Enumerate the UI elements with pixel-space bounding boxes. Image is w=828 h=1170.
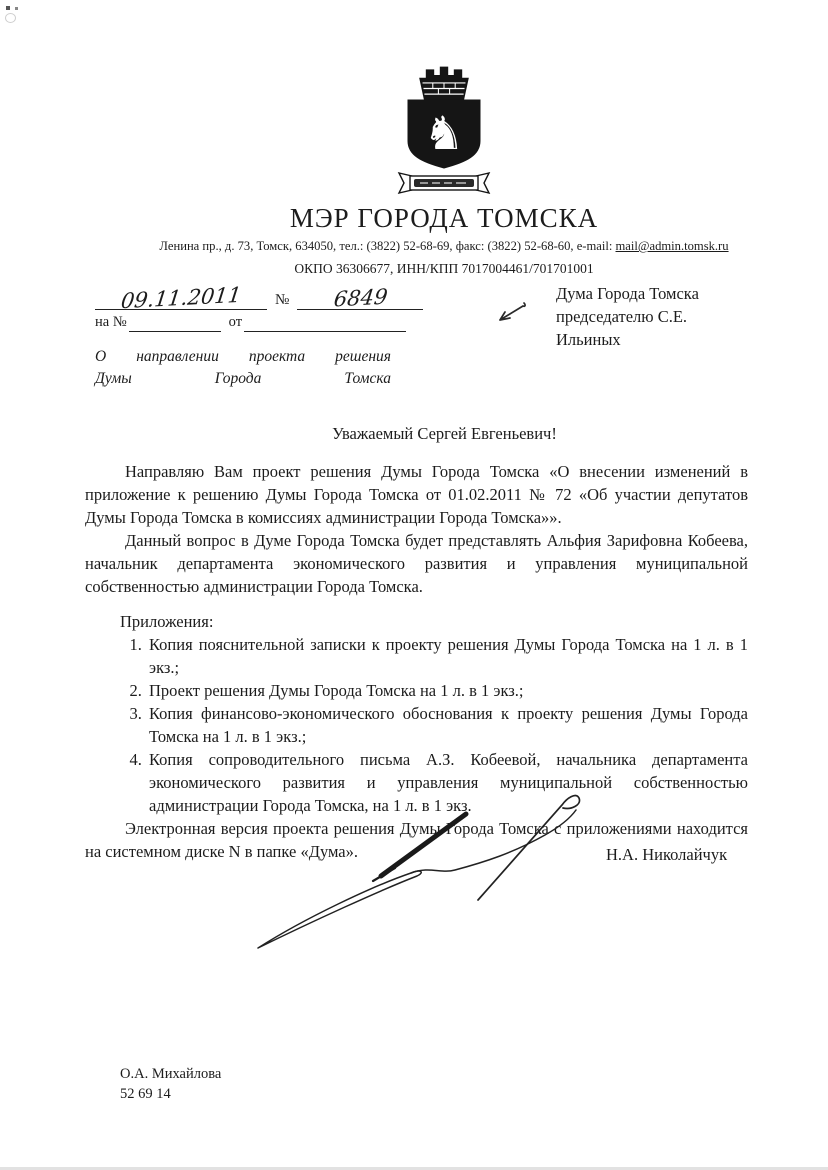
contact-text: Ленина пр., д. 73, Томск, 634050, тел.: (3822) 52-68-69, факс: (3822) 52-68-60, e-mail:: [159, 239, 616, 253]
body-paragraph-2: Данный вопрос в Думе Города Томска будет представлять Альфия Зарифовна Кобеева, начальник департамента экономического развития и управления муниципальной собственностью администрации Города Томска.: [85, 531, 748, 596]
email-address: mail@admin.tomsk.ru: [615, 239, 729, 253]
recipient-org: Дума Города Томска: [556, 284, 699, 303]
scan-artifact: [15, 7, 18, 10]
salutation: Уважаемый Сергей Евгеньевич!: [332, 424, 557, 443]
contact-line: [30, 239, 828, 254]
outgoing-number-handwritten: 6849: [332, 284, 389, 312]
letterhead: [0, 64, 828, 277]
attachment-item: 1. Копия пояснительной записки к проекту решения Думы Города Томска на 1 л. в 1 экз.;: [146, 633, 748, 679]
recipient-block: [556, 282, 748, 351]
scan-artifact: [5, 13, 16, 23]
subject-block: [95, 346, 391, 390]
horse-icon: ♞: [423, 106, 465, 160]
reply-date-label: от: [228, 314, 243, 330]
closing-paragraph: Электронная версия проекта решения Думы Города Томска с приложениями находится на системном диске N в папке «Дума».: [85, 819, 748, 861]
reply-number-label: на №: [95, 314, 127, 330]
scan-artifact: [6, 6, 10, 10]
outgoing-date-field: [95, 282, 267, 314]
signatory-name: Н.А. Николайчук: [606, 845, 728, 864]
outgoing-date-handwritten: 09.11.2011: [119, 282, 243, 314]
body-paragraph-1: Направляю Вам проект решения Думы Города Томска «О внесении изменений в приложение к решению Думы Города Томска от 01.02.2011 № 72 «Об участии депутатов Думы Города Томска в комиссиях администрации Города Томска»».: [85, 462, 748, 527]
handwritten-checkmark-icon: [494, 300, 528, 326]
subject-line-1: О направлении проекта решения: [95, 348, 391, 365]
outgoing-number-field: [297, 285, 423, 310]
tomsk-coat-of-arms: [396, 64, 492, 196]
number-sign-label: №: [275, 292, 290, 308]
executor-name: О.А. Михайлова: [120, 1066, 222, 1082]
recipient-person: председателю С.Е. Ильиных: [556, 307, 688, 349]
shield-icon: [407, 99, 481, 169]
ribbon-icon: [396, 171, 492, 196]
attachment-item: 3. Копия финансово-экономического обоснования к проекту решения Думы Города Томска на 1 л. в 1 экз.;: [146, 702, 748, 748]
attachments-header: Приложения:: [120, 612, 214, 631]
codes-line: ОКПО 36306677, ИНН/КПП 7017004461/701701001: [294, 261, 594, 276]
subject-line-2: Думы Города Томска: [95, 370, 391, 387]
attachment-item: 2. Проект решения Думы Города Томска на 1 л. в 1 экз.;: [146, 679, 748, 702]
reference-block: [95, 276, 435, 332]
executor-block: [120, 1064, 221, 1104]
attachment-item: 4. Копия сопроводительного письма А.З. Кобеевой, начальника департамента экономического развития и управления муниципальной собственностью администрации Города Томска, на 1 л. в 1 экз.: [146, 748, 748, 817]
executor-phone: 52 69 14: [120, 1086, 171, 1102]
org-name: МЭР ГОРОДА ТОМСКА: [289, 203, 599, 233]
mural-crown-icon: [416, 64, 472, 100]
reply-date-field: [244, 331, 406, 332]
signature-icon: [245, 780, 655, 955]
reply-number-field: [129, 331, 221, 332]
